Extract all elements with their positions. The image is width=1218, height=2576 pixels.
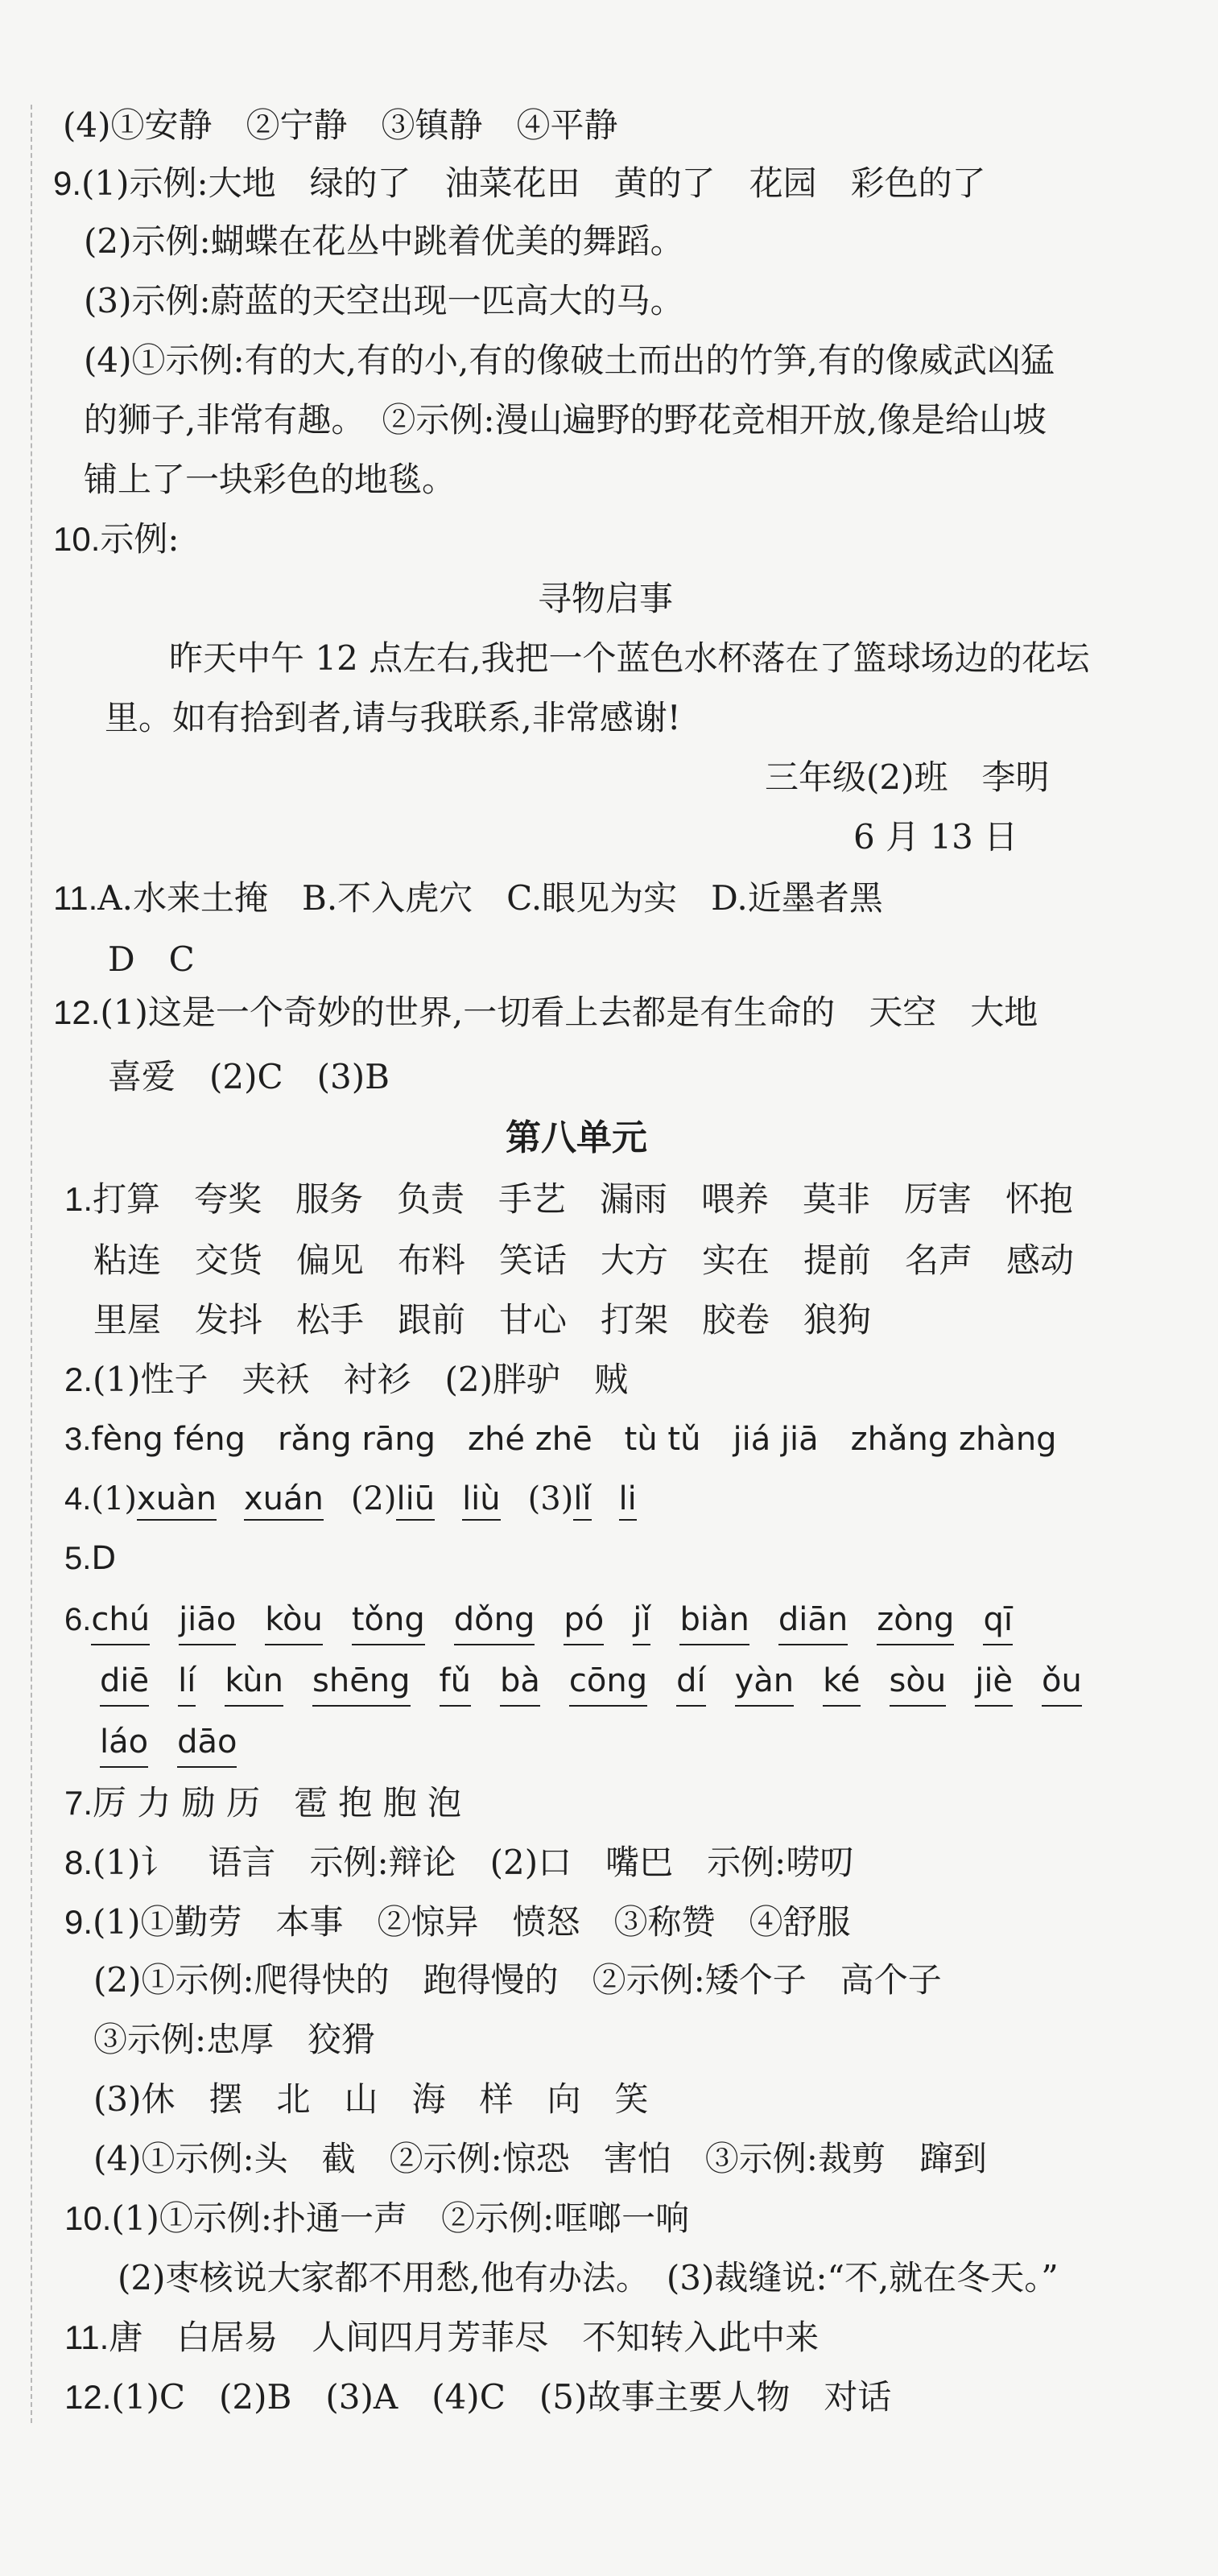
u8-q1-line-1 [64, 1177, 1073, 1222]
u8-q1-line-3 [93, 1298, 871, 1343]
pinyin-answer: diē [100, 1658, 149, 1707]
pinyin-answer: xuàn [137, 1480, 217, 1521]
pinyin-answer: dǒng [454, 1597, 535, 1645]
text: 里。如有拾到者,请与我联系,非常感谢! [105, 698, 681, 737]
text: (1)讠 语言 示例:辩论 (2)口 嘴巴 示例:唠叨 [93, 1843, 854, 1882]
q10-line [53, 517, 180, 562]
pinyin-answer: lǐ [573, 1480, 591, 1521]
text: A.水来土掩 B.不入虎穴 C.眼见为实 D.近墨者黑 [97, 878, 883, 918]
text: (1)这是一个奇妙的世界,一切看上去都是有生命的 天空 大地 [100, 993, 1038, 1032]
pinyin-answer: dí [676, 1658, 706, 1707]
question-number: 3. [64, 1422, 92, 1457]
part-label: (1) [91, 1480, 138, 1517]
pinyin-answer: kùn [225, 1658, 283, 1707]
text: 第八单元 [506, 1117, 647, 1158]
q9-4-line-2 [84, 398, 1047, 443]
q9-4-line-3 [84, 457, 456, 502]
question-number: 8. [64, 1843, 93, 1881]
question-number: 5. [64, 1541, 92, 1576]
text: (1)示例:大地 绿的了 油菜花田 黄的了 花园 彩色的了 [81, 163, 986, 203]
pinyin-answer: láo [100, 1719, 148, 1768]
u8-q6-line-2 [100, 1658, 1111, 1703]
u8-q11-line [64, 2315, 819, 2360]
u8-q9-line-2 [93, 1958, 942, 2003]
text: D C [108, 939, 195, 979]
pinyin-row [100, 1662, 1111, 1699]
pinyin-row [100, 1724, 266, 1761]
pinyin-answer: tǒng [352, 1597, 425, 1645]
pinyin-answer: sòu [890, 1658, 947, 1707]
text: (1)①勤劳 本事 ②惊异 愤怒 ③称赞 ④舒服 [93, 1902, 851, 1942]
u8-q6-line-3 [100, 1719, 266, 1765]
notice-title [538, 576, 673, 621]
text: (1)C (2)B (3)A (4)C (5)故事主要人物 对话 [111, 2377, 892, 2417]
pinyin-answer: dāo [177, 1719, 237, 1768]
notice-signature [765, 755, 1050, 800]
pinyin-answer: xuán [244, 1480, 324, 1521]
text: ③示例:忠厚 狡猾 [93, 2020, 376, 2059]
text: (1)①示例:扑通一声 ②示例:哐啷一响 [111, 2198, 690, 2238]
pinyin-answer: kòu [265, 1597, 323, 1645]
question-number: 9. [64, 1903, 93, 1941]
u8-q9-line-4 [93, 2077, 649, 2122]
pinyin-answer: ké [823, 1658, 860, 1707]
question-number: 2. [64, 1360, 93, 1398]
q9-line [53, 161, 986, 206]
pinyin-answer: jǐ [633, 1597, 650, 1645]
u8-q1-line-2 [93, 1238, 1074, 1283]
question-number: 4. [64, 1481, 92, 1517]
q9-3-line [84, 279, 684, 324]
u8-q9-line-1 [64, 1900, 851, 1945]
u8-q10-line-2 [118, 2256, 1059, 2301]
text: (4)①示例:头 截 ②示例:惊恐 害怕 ③示例:裁剪 蹿到 [93, 2139, 987, 2178]
text: 厉 力 励 历 雹 抱 胞 泡 [93, 1783, 462, 1823]
text: (1)性子 夹袄 衬衫 (2)胖驴 贼 [93, 1360, 629, 1399]
question-number: 10. [64, 2199, 112, 2237]
pinyin-answer: diān [778, 1597, 848, 1645]
text: 喜爱 (2)C (3)B [108, 1057, 390, 1096]
question-number: 7. [64, 1784, 93, 1822]
text: (4)①安静 ②宁静 ③镇静 ④平静 [63, 105, 618, 145]
pinyin-answer: biàn [679, 1597, 749, 1645]
q12-line [53, 990, 1038, 1035]
pinyin-answer: liù [462, 1480, 501, 1521]
question-number: 11. [64, 2318, 109, 2356]
question-number: 9. [53, 164, 82, 202]
question-number: 12. [53, 993, 101, 1031]
pinyin-answer: lí [178, 1658, 196, 1707]
pinyin-answer: liū [396, 1480, 435, 1521]
q9-2-line [84, 219, 684, 264]
pinyin-answer: jiāo [179, 1597, 236, 1645]
question-number: 10. [53, 520, 101, 558]
text: 粘连 交货 偏见 布料 笑话 大方 实在 提前 名声 感动 [93, 1241, 1075, 1280]
text: 示例: [100, 519, 180, 559]
notice-date [853, 815, 1018, 860]
binding-dashed-line [31, 105, 32, 2423]
text: 铺上了一块彩色的地毯。 [84, 460, 456, 499]
pinyin-answer: pó [564, 1597, 604, 1645]
q9-4-line-1 [84, 338, 1055, 383]
pinyin-answer: jiè [975, 1658, 1013, 1707]
unit-heading [506, 1116, 647, 1161]
question-number: 1. [64, 1180, 93, 1218]
pinyin-answer: qī [983, 1597, 1013, 1645]
text: 的狮子,非常有趣。 ②示例:漫山遍野的野花竞相开放,像是给山坡 [84, 400, 1047, 440]
u8-q4-line [64, 1476, 637, 1521]
text: 打算 夸奖 服务 负责 手艺 漏雨 喂养 莫非 厉害 怀抱 [93, 1179, 1074, 1219]
q12-line-2 [108, 1055, 390, 1100]
text: 昨天中午 12 点左右,我把一个蓝色水杯落在了篮球场边的花坛 [169, 638, 1090, 678]
text: (2)①示例:爬得快的 跑得慢的 ②示例:矮个子 高个子 [93, 1960, 942, 2000]
pinyin-answer: cōng [569, 1658, 647, 1707]
pinyin-answer: yàn [735, 1658, 795, 1707]
u8-q3-line [64, 1417, 1057, 1462]
line-8-4 [63, 103, 618, 148]
q11-line [53, 876, 883, 921]
q11-line-2 [108, 937, 195, 982]
part-label: (2) [350, 1480, 397, 1517]
text: (2)示例:蝴蝶在花丛中跳着优美的舞蹈。 [84, 221, 684, 261]
question-number: 11. [53, 879, 98, 917]
question-number: 6. [64, 1602, 92, 1637]
pinyin-row [91, 1601, 1042, 1638]
notice-body-1 [169, 636, 1090, 681]
notice-body-2 [105, 696, 681, 741]
pinyin-answer: li [619, 1480, 637, 1521]
u8-q2-line [64, 1357, 628, 1402]
pinyin-answer: ǒu [1042, 1658, 1082, 1707]
text: 6 月 13 日 [853, 817, 1018, 857]
pinyin-answer: bà [500, 1658, 540, 1707]
u8-q10-line-1 [64, 2196, 689, 2241]
text: 寻物启事 [538, 579, 674, 618]
u8-q9-line-3 [93, 2017, 375, 2062]
u8-q9-line-5 [93, 2136, 987, 2182]
text: 唐 白居易 人间四月芳菲尽 不知转入此中来 [109, 2318, 820, 2357]
question-number: 12. [64, 2378, 112, 2416]
pinyin-answer: zòng [877, 1597, 954, 1645]
part-label: (3) [527, 1480, 574, 1517]
text: (2)枣核说大家都不用愁,他有办法。 (3)裁缝说:“不,就在冬天。” [118, 2258, 1059, 2297]
pinyin-answer: chú [91, 1597, 150, 1645]
text: (3)休 摆 北 山 海 样 向 笑 [93, 2079, 649, 2119]
text: 里屋 发抖 松手 跟前 甘心 打架 胶卷 狼狗 [93, 1300, 872, 1340]
pinyin-answer: shēng [312, 1658, 411, 1707]
text: D [91, 1540, 117, 1577]
pinyin-answer: fǔ [440, 1658, 471, 1707]
text: (4)①示例:有的大,有的小,有的像破土而出的竹笋,有的像威武凶猛 [84, 341, 1055, 380]
text: 三年级(2)班 李明 [765, 758, 1050, 797]
text: (3)示例:蔚蓝的天空出现一匹高大的马。 [84, 281, 684, 320]
u8-q8-line [64, 1840, 853, 1885]
u8-q12-line [64, 2375, 891, 2420]
u8-q7-line [64, 1781, 461, 1826]
text: fèng féng rǎng rāng zhé zhē tù tǔ jiá jiā zhǎng zhàng [91, 1421, 1057, 1458]
u8-q6-line-1 [64, 1597, 1042, 1642]
u8-q5-line [64, 1536, 116, 1581]
